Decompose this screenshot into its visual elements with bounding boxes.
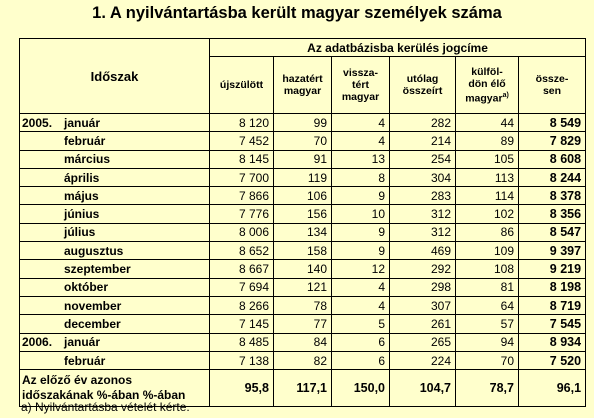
- value-cell: 7 145: [210, 315, 274, 333]
- value-cell: 57: [456, 315, 519, 333]
- value-cell: 307: [390, 296, 456, 314]
- summary-label: Az előző év azonos időszakának %-ában %-ában: [20, 370, 210, 407]
- value-cell: 82: [274, 351, 332, 369]
- period-cell: [20, 260, 210, 278]
- value-cell: 109: [456, 242, 519, 260]
- period-cell: [20, 168, 210, 186]
- table-row: [20, 223, 586, 241]
- table-row: [20, 278, 586, 296]
- value-cell: 70: [456, 351, 519, 369]
- total-cell: 8 547: [519, 223, 586, 241]
- year-label: 2005.: [22, 115, 53, 130]
- summary-value: 96,1: [519, 370, 586, 407]
- col-header-utolag: utólag összeírt: [390, 57, 456, 114]
- footnote: a) Nyilvántartásba vételét kérte.: [21, 400, 190, 414]
- total-cell: 7 545: [519, 315, 586, 333]
- table-row: [20, 296, 586, 314]
- value-cell: 312: [390, 205, 456, 223]
- value-cell: 304: [390, 168, 456, 186]
- value-cell: 9: [332, 187, 390, 205]
- value-cell: 105: [456, 150, 519, 168]
- value-cell: 8 145: [210, 150, 274, 168]
- value-cell: 158: [274, 242, 332, 260]
- value-cell: 4: [332, 132, 390, 150]
- table-title: 1. A nyilvántartásba került magyar személyek száma: [92, 4, 502, 22]
- table-row: [20, 205, 586, 223]
- value-cell: 9: [332, 223, 390, 241]
- data-table: [19, 38, 586, 407]
- table-row: [20, 132, 586, 150]
- total-cell: 8 934: [519, 333, 586, 351]
- summary-value: 150,0: [332, 370, 390, 407]
- total-cell: 8 549: [519, 114, 586, 132]
- period-cell: [20, 205, 210, 223]
- value-cell: 224: [390, 351, 456, 369]
- value-cell: 114: [456, 187, 519, 205]
- month-label: március: [64, 152, 111, 167]
- value-cell: 64: [456, 296, 519, 314]
- value-cell: 8 120: [210, 114, 274, 132]
- value-cell: 261: [390, 315, 456, 333]
- period-header: Időszak: [20, 39, 210, 114]
- value-cell: 121: [274, 278, 332, 296]
- period-cell: [20, 351, 210, 369]
- month-label: február: [64, 353, 106, 368]
- col-header-hazatert: hazatért magyar: [274, 57, 332, 114]
- table-row: [20, 114, 586, 132]
- total-cell: 7 829: [519, 132, 586, 150]
- col-header-ujszulott: újszülött: [210, 57, 274, 114]
- month-label: február: [64, 133, 106, 148]
- value-cell: 7 700: [210, 168, 274, 186]
- month-label: december: [64, 316, 121, 331]
- value-cell: 9: [332, 242, 390, 260]
- period-cell: [20, 132, 210, 150]
- total-cell: 8 356: [519, 205, 586, 223]
- value-cell: 8 485: [210, 333, 274, 351]
- table-row: [20, 315, 586, 333]
- month-label: április: [64, 170, 100, 185]
- value-cell: 134: [274, 223, 332, 241]
- value-cell: 292: [390, 260, 456, 278]
- value-cell: 91: [274, 150, 332, 168]
- value-cell: 8 266: [210, 296, 274, 314]
- value-cell: 78: [274, 296, 332, 314]
- summary-value: 78,7: [456, 370, 519, 407]
- value-cell: 12: [332, 260, 390, 278]
- value-cell: 102: [456, 205, 519, 223]
- col-header-visszatert: vissza- tért magyar: [332, 57, 390, 114]
- summary-value: 117,1: [274, 370, 332, 407]
- value-cell: 70: [274, 132, 332, 150]
- value-cell: 7 138: [210, 351, 274, 369]
- summary-value: 104,7: [390, 370, 456, 407]
- group-header: Az adatbázisba kerülés jogcíme: [210, 39, 586, 57]
- total-cell: 8 378: [519, 187, 586, 205]
- value-cell: 7 866: [210, 187, 274, 205]
- value-cell: 156: [274, 205, 332, 223]
- period-cell: [20, 278, 210, 296]
- value-cell: 312: [390, 223, 456, 241]
- value-cell: 140: [274, 260, 332, 278]
- total-cell: 9 397: [519, 242, 586, 260]
- value-cell: 77: [274, 315, 332, 333]
- value-cell: 86: [456, 223, 519, 241]
- table-row: [20, 242, 586, 260]
- period-cell: [20, 150, 210, 168]
- month-label: január: [64, 335, 101, 350]
- value-cell: 44: [456, 114, 519, 132]
- value-cell: 7 776: [210, 205, 274, 223]
- period-cell: [20, 296, 210, 314]
- month-label: október: [64, 280, 109, 295]
- total-cell: 7 520: [519, 351, 586, 369]
- period-cell: [20, 187, 210, 205]
- footnote-mark: a): [502, 91, 509, 99]
- value-cell: 119: [274, 168, 332, 186]
- value-cell: 8: [332, 168, 390, 186]
- total-cell: 8 608: [519, 150, 586, 168]
- value-cell: 214: [390, 132, 456, 150]
- value-cell: 84: [274, 333, 332, 351]
- value-cell: 13: [332, 150, 390, 168]
- value-cell: 106: [274, 187, 332, 205]
- value-cell: 4: [332, 296, 390, 314]
- total-cell: 9 219: [519, 260, 586, 278]
- month-label: augusztus: [64, 243, 124, 258]
- table-row: [20, 260, 586, 278]
- value-cell: 4: [332, 114, 390, 132]
- period-cell: [20, 315, 210, 333]
- month-label: november: [64, 298, 122, 313]
- value-cell: 4: [332, 278, 390, 296]
- value-cell: 7 694: [210, 278, 274, 296]
- table-row: [20, 187, 586, 205]
- month-label: január: [64, 115, 101, 130]
- table-row: [20, 168, 586, 186]
- period-cell: [20, 223, 210, 241]
- value-cell: 113: [456, 168, 519, 186]
- value-cell: 265: [390, 333, 456, 351]
- year-label: 2006.: [22, 335, 53, 350]
- month-label: május: [64, 188, 99, 203]
- value-cell: 108: [456, 260, 519, 278]
- value-cell: 99: [274, 114, 332, 132]
- value-cell: 8 652: [210, 242, 274, 260]
- value-cell: 10: [332, 205, 390, 223]
- value-cell: 298: [390, 278, 456, 296]
- table-row: [20, 351, 586, 369]
- table-row: [20, 333, 586, 351]
- value-cell: 94: [456, 333, 519, 351]
- value-cell: 254: [390, 150, 456, 168]
- value-cell: 8 006: [210, 223, 274, 241]
- value-cell: 7 452: [210, 132, 274, 150]
- value-cell: 469: [390, 242, 456, 260]
- month-label: július: [64, 225, 96, 240]
- value-cell: 89: [456, 132, 519, 150]
- total-cell: 8 198: [519, 278, 586, 296]
- month-label: június: [64, 207, 100, 222]
- value-cell: 81: [456, 278, 519, 296]
- period-cell: [20, 333, 210, 351]
- summary-value: 95,8: [210, 370, 274, 407]
- value-cell: 6: [332, 351, 390, 369]
- col-header-kulfoldon: külföl- dön élő magyar$^{a)}$: [456, 57, 519, 114]
- table-row: [20, 150, 586, 168]
- period-cell: [20, 114, 210, 132]
- month-label: szeptember: [64, 262, 131, 277]
- value-cell: 282: [390, 114, 456, 132]
- total-cell: 8 244: [519, 168, 586, 186]
- col-header-osszesen: össze- sen: [519, 57, 586, 114]
- total-cell: 8 719: [519, 296, 586, 314]
- value-cell: 283: [390, 187, 456, 205]
- value-cell: 6: [332, 333, 390, 351]
- value-cell: 5: [332, 315, 390, 333]
- period-cell: [20, 242, 210, 260]
- value-cell: 8 667: [210, 260, 274, 278]
